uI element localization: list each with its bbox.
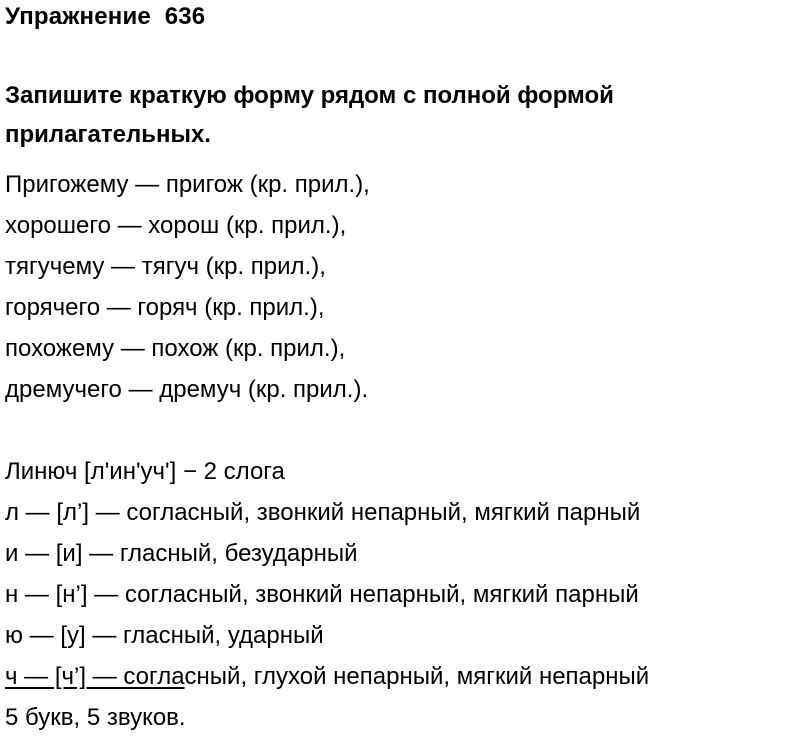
letter-analysis-line: л — [л’] — согласный, звонкий непарный, мягкий парный [5, 499, 641, 526]
letter-analysis-line-last [5, 656, 800, 697]
exercise-title: Упражнение 636 [5, 3, 206, 30]
spacer [5, 410, 800, 451]
analysis-summary: 5 букв, 5 звуков. [5, 704, 186, 731]
line-remainder: сный, глухой непарный, мягкий непарный [184, 663, 650, 690]
pair-line: хорошего — хорош (кр. прил.), [5, 212, 347, 239]
letter-analysis-line: ю — [у] — гласный, ударный [5, 622, 324, 649]
letter-analysis-line: н — [н’] — согласный, звонкий непарный, мягкий парный [5, 581, 639, 608]
pair-line: дремучего — дремуч (кр. прил.). [5, 376, 369, 403]
analysis-header: Линюч [л'ин'уч'] − 2 слога [5, 458, 285, 485]
pair-line: похожему — похож (кр. прил.), [5, 335, 346, 362]
exercise-task: Запишите краткую форму рядом с полной формой прилагательных. [5, 82, 614, 148]
answer-block [5, 164, 800, 738]
pair-line: тягучему — тягуч (кр. прил.), [5, 253, 326, 280]
pair-line: Пригожему — пригож (кр. прил.), [5, 171, 370, 198]
letter-analysis-line: и — [и] — гласный, безударный [5, 540, 358, 567]
pair-line: горячего — горяч (кр. прил.), [5, 294, 325, 321]
underlined-fragment: ч — [ч’] — согла [5, 663, 185, 690]
